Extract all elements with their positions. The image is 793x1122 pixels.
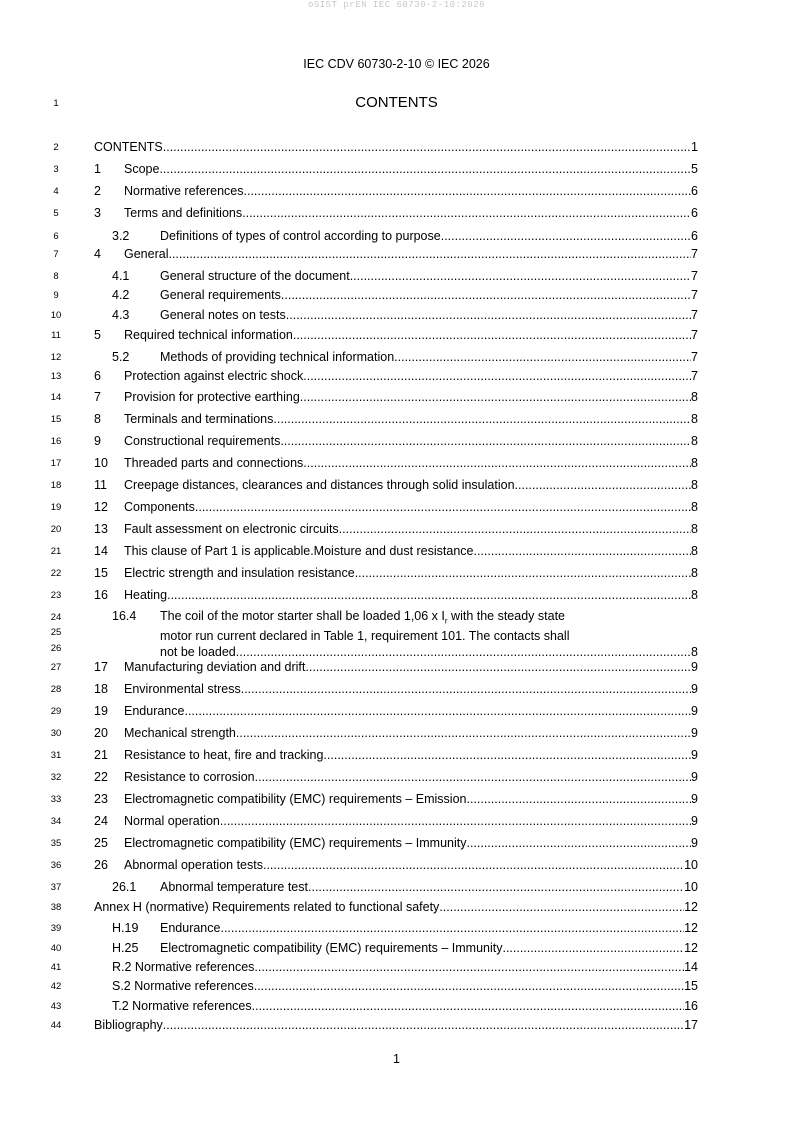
line-number: 36: [50, 860, 62, 871]
toc-entry-text: Abnormal temperature test: [160, 880, 308, 894]
leader-dots: [303, 455, 691, 471]
toc-entry-number: H.19: [112, 921, 139, 935]
page-title: CONTENTS: [355, 94, 438, 111]
toc-entry-number: 16.4: [112, 609, 137, 623]
leader-dots: [255, 769, 691, 785]
toc-entry[interactable]: [94, 959, 698, 975]
toc-entry-text: Annex H (normative) Requirements related to functional safety: [94, 900, 440, 914]
toc-entry-text: Endurance: [124, 704, 185, 718]
toc-entry[interactable]: [94, 389, 698, 405]
toc-entry-number: 5: [94, 328, 101, 342]
toc-entry-page: 7: [691, 369, 698, 383]
leader-dots: [441, 228, 691, 244]
toc-entry-number: 14: [94, 544, 108, 558]
toc-entry-text: Resistance to heat, fire and tracking: [124, 748, 324, 762]
toc-entry-page: 8: [691, 478, 698, 492]
toc-entry[interactable]: [94, 205, 698, 221]
toc-entry-number: 3: [94, 206, 101, 220]
toc-entry[interactable]: [94, 268, 698, 284]
toc-entry-text: Electromagnetic compatibility (EMC) requirements – Emission: [124, 792, 467, 806]
toc-entry-number: 7: [94, 390, 101, 404]
toc-entry-number: 3.2: [112, 229, 130, 243]
toc-entry-page: 7: [691, 247, 698, 261]
leader-dots: [466, 835, 691, 851]
toc-entry-text: Manufacturing deviation and drift: [124, 660, 306, 674]
line-number: 24: [50, 612, 62, 623]
line-number: 19: [50, 502, 62, 513]
toc-entry-page: 7: [691, 288, 698, 302]
line-number: 42: [50, 981, 62, 992]
toc-entry-text: Constructional requirements: [124, 434, 281, 448]
toc-entry-page: 8: [691, 456, 698, 470]
toc-entry-page: 9: [691, 836, 698, 850]
line-number: 26: [50, 643, 62, 654]
toc-entry-text: Terminals and terminations: [124, 412, 274, 426]
leader-dots: [502, 940, 684, 956]
line-number: 7: [53, 249, 59, 260]
leader-dots: [293, 327, 691, 343]
toc-entry[interactable]: [94, 327, 698, 343]
toc-entry-number: 1: [94, 162, 101, 176]
leader-dots: [236, 725, 691, 741]
toc-entry-text: Threaded parts and connections: [124, 456, 304, 470]
leader-dots: [323, 747, 691, 763]
toc-entry-page: 5: [691, 162, 698, 176]
toc-entry-page: 8: [691, 390, 698, 404]
toc-entry-page: 14: [684, 960, 698, 974]
leader-dots: [286, 307, 691, 323]
line-number: 37: [50, 882, 62, 893]
toc-entry-number: 16: [94, 588, 108, 602]
toc-entry-text: This clause of Part 1 is applicable.Moisture and dust resistance: [124, 544, 474, 558]
toc-entry-text: Methods of providing technical information: [160, 350, 395, 364]
toc-entry-page: 12: [684, 941, 698, 955]
line-number: 13: [50, 371, 62, 382]
toc-entry-text-line2: motor run current declared in Table 1, requirement 101. The contacts shall: [160, 629, 570, 643]
toc-entry-number: 6: [94, 369, 101, 383]
toc-entry[interactable]: [94, 998, 698, 1014]
leader-dots: [244, 183, 692, 199]
toc-entry-text: Normative references: [124, 184, 244, 198]
toc-entry-number: 12: [94, 500, 108, 514]
toc-entry-page: 7: [691, 328, 698, 342]
toc-entry[interactable]: [94, 183, 698, 199]
toc-entry[interactable]: [94, 368, 698, 384]
line-number: 20: [50, 524, 62, 535]
toc-entry[interactable]: [94, 587, 698, 603]
leader-dots: [220, 920, 684, 936]
toc-entry-page: 8: [691, 500, 698, 514]
toc-entry-page: 10: [684, 880, 698, 894]
toc-entry-number: 4: [94, 247, 101, 261]
toc-entry-number: 4.2: [112, 288, 130, 302]
toc-entry-page: 7: [691, 269, 698, 283]
line-number: 29: [50, 706, 62, 717]
leader-dots: [466, 791, 691, 807]
toc-entry-number: 24: [94, 814, 108, 828]
toc-entry-text: S.2 Normative references: [112, 979, 254, 993]
toc-entry-text: General structure of the document: [160, 269, 350, 283]
toc-entry[interactable]: [94, 879, 698, 895]
toc-entry-text-line1-tail: with the steady state: [447, 609, 565, 623]
toc-entry-number: 8: [94, 412, 101, 426]
toc-entry-page: 12: [684, 921, 698, 935]
toc-entry-number: 4.3: [112, 308, 130, 322]
line-number: 41: [50, 962, 62, 973]
line-number: 1: [53, 98, 59, 109]
line-number: 35: [50, 838, 62, 849]
toc-entry-text: Required technical information: [124, 328, 293, 342]
toc-entry-page: 9: [691, 770, 698, 784]
toc-entry-page: 8: [691, 588, 698, 602]
toc-entry-text: Endurance: [160, 921, 221, 935]
leader-dots: [281, 287, 691, 303]
toc-entry-number: 22: [94, 770, 108, 784]
toc-entry-number: 13: [94, 522, 108, 536]
toc-entry[interactable]: [94, 139, 698, 155]
line-number: 21: [50, 546, 62, 557]
toc-entry-number: 15: [94, 566, 108, 580]
toc-entry[interactable]: [94, 920, 698, 936]
line-number: 31: [50, 750, 62, 761]
leader-dots: [239, 645, 691, 661]
toc-entry-text: Resistance to corrosion: [124, 770, 255, 784]
toc-entry-text: Definitions of types of control according to purpose: [160, 229, 441, 243]
leader-dots: [350, 268, 691, 284]
toc-entry[interactable]: [94, 349, 698, 365]
leader-dots: [163, 139, 691, 155]
leader-dots: [184, 703, 691, 719]
leader-dots: [515, 477, 692, 493]
toc-entry-page: 9: [691, 748, 698, 762]
toc-entry[interactable]: [94, 813, 698, 829]
toc-entry[interactable]: [94, 978, 698, 994]
line-number: 28: [50, 684, 62, 695]
toc-entry-number: 20: [94, 726, 108, 740]
toc-entry-page: 9: [691, 682, 698, 696]
toc-entry-page: 9: [691, 726, 698, 740]
toc-entry-text: Terms and definitions: [124, 206, 243, 220]
toc-entry-text: Heating: [124, 588, 168, 602]
page-number: 1: [393, 1052, 400, 1066]
toc-entry[interactable]: [94, 725, 698, 741]
toc-entry-text: Bibliography: [94, 1018, 163, 1032]
toc-entry-text: Fault assessment on electronic circuits: [124, 522, 339, 536]
toc-entry-text: Electromagnetic compatibility (EMC) requirements – Immunity: [160, 941, 503, 955]
toc-entry[interactable]: [94, 791, 698, 807]
toc-entry-number: 2: [94, 184, 101, 198]
toc-entry-page: 8: [691, 566, 698, 580]
toc-entry[interactable]: [94, 769, 698, 785]
leader-dots: [254, 978, 684, 994]
leader-dots: [300, 389, 691, 405]
toc-entry[interactable]: [94, 287, 698, 303]
toc-entry-page: 8: [691, 412, 698, 426]
line-number: 11: [51, 330, 61, 341]
leader-dots: [355, 565, 691, 581]
toc-entry[interactable]: [94, 940, 698, 956]
line-number: 22: [50, 568, 62, 579]
line-number: 4: [53, 186, 59, 197]
leader-dots: [167, 587, 691, 603]
line-number: 3: [53, 164, 59, 175]
line-number: 25: [50, 627, 62, 638]
line-number: 18: [50, 480, 62, 491]
line-number: 15: [50, 414, 62, 425]
leader-dots: [280, 433, 691, 449]
leader-dots: [273, 411, 691, 427]
toc-entry-text: General: [124, 247, 169, 261]
toc-entry-number: 26: [94, 858, 108, 872]
toc-entry-page: 10: [684, 858, 698, 872]
toc-entry-page: 16: [684, 999, 698, 1013]
toc-entry-number: 5.2: [112, 350, 130, 364]
toc-entry-page: 17: [684, 1018, 698, 1032]
toc-entry-text: Abnormal operation tests: [124, 858, 263, 872]
toc-entry-number: 9: [94, 434, 101, 448]
toc-entry-page: 1: [691, 140, 698, 154]
leader-dots: [308, 879, 684, 895]
toc-entry[interactable]: [94, 835, 698, 851]
toc-entry-number: 21: [94, 748, 108, 762]
leader-dots: [303, 368, 691, 384]
leader-dots: [263, 857, 684, 873]
line-number: 17: [50, 458, 62, 469]
toc-entry-page: 6: [691, 206, 698, 220]
line-number: 40: [50, 943, 62, 954]
toc-entry-page: 8: [691, 434, 698, 448]
leader-dots: [394, 349, 691, 365]
toc-entry-text-line1: The coil of the motor starter shall be loaded 1,06 x I: [160, 609, 445, 623]
leader-dots: [163, 1017, 684, 1033]
toc-entry-number: 10: [94, 456, 108, 470]
leader-dots: [242, 205, 691, 221]
document-header: IEC CDV 60730-2-10 © IEC 2026: [303, 57, 490, 71]
line-number: 10: [50, 310, 62, 321]
toc-entry[interactable]: [94, 228, 698, 244]
leader-dots: [168, 246, 691, 262]
toc-entry[interactable]: [94, 659, 698, 675]
line-number: 27: [50, 662, 62, 673]
line-number: 14: [50, 392, 62, 403]
toc-entry-number: 19: [94, 704, 108, 718]
toc-entry-page: 7: [691, 308, 698, 322]
line-number: 38: [50, 902, 62, 913]
toc-entry-text: Scope: [124, 162, 160, 176]
line-number: 12: [50, 352, 62, 363]
toc-entry[interactable]: [94, 307, 698, 323]
toc-entry-text: Components: [124, 500, 195, 514]
toc-entry-text: General requirements: [160, 288, 281, 302]
toc-entry[interactable]: [94, 433, 698, 449]
toc-entry-number: 11: [94, 478, 107, 492]
toc-entry-page: 9: [691, 660, 698, 674]
toc-entry-page: 12: [684, 900, 698, 914]
toc-entry[interactable]: [94, 543, 698, 559]
toc-entry-text: Creepage distances, clearances and distances through solid insulation: [124, 478, 515, 492]
toc-entry[interactable]: [94, 161, 698, 177]
line-number: 6: [53, 231, 59, 242]
toc-entry[interactable]: [94, 477, 698, 493]
leader-dots: [339, 521, 691, 537]
line-number: 8: [53, 271, 59, 282]
leader-dots: [439, 899, 684, 915]
toc-entry[interactable]: [94, 681, 698, 697]
toc-entry-text: Protection against electric shock: [124, 369, 304, 383]
toc-entry-page: 9: [691, 792, 698, 806]
leader-dots: [305, 659, 691, 675]
toc-entry-text: Electromagnetic compatibility (EMC) requirements – Immunity: [124, 836, 467, 850]
toc-entry[interactable]: [94, 455, 698, 471]
toc-entry[interactable]: [94, 565, 698, 581]
leader-dots: [254, 959, 684, 975]
toc-entry-page: 9: [691, 814, 698, 828]
line-number: 43: [50, 1001, 62, 1012]
line-number: 2: [53, 142, 59, 153]
toc-entry-text-line3: not be loaded.: [160, 644, 240, 659]
line-number: 44: [50, 1020, 62, 1031]
line-number: 30: [50, 728, 62, 739]
toc-entry-number: 25: [94, 836, 108, 850]
line-number: 34: [50, 816, 62, 827]
toc-entry-page: 15: [684, 979, 698, 993]
toc-entry-page: 8: [691, 544, 698, 558]
toc-entry[interactable]: [94, 499, 698, 515]
toc-entry-text: Mechanical strength: [124, 726, 236, 740]
toc-entry[interactable]: [94, 246, 698, 262]
line-number: 16: [50, 436, 62, 447]
toc-entry[interactable]: [94, 521, 698, 537]
toc-entry-page: 7: [691, 350, 698, 364]
leader-dots: [241, 681, 691, 697]
leader-dots: [159, 161, 691, 177]
toc-entry[interactable]: [94, 857, 698, 873]
toc-entry-text: General notes on tests: [160, 308, 286, 322]
watermark: oSIST prEN IEC 60730-2-10:2026: [307, 0, 486, 10]
line-number: 23: [50, 590, 62, 601]
toc-entry-text: T.2 Normative references: [112, 999, 252, 1013]
subscript: r: [444, 616, 448, 626]
toc-entry[interactable]: [94, 411, 698, 427]
toc-entry[interactable]: [94, 703, 698, 719]
toc-entry-number: 23: [94, 792, 108, 806]
toc-entry-number: 4.1: [112, 269, 130, 283]
toc-entry-page: 9: [691, 704, 698, 718]
line-number: 33: [50, 794, 62, 805]
toc-entry-number: 18: [94, 682, 108, 696]
leader-dots: [220, 813, 691, 829]
leader-dots: [473, 543, 691, 559]
toc-entry-number: H.25: [112, 941, 139, 955]
toc-entry[interactable]: [94, 899, 698, 915]
toc-entry-text: Electric strength and insulation resistance: [124, 566, 355, 580]
line-number: 9: [53, 290, 59, 301]
toc-entry-page: 6: [691, 184, 698, 198]
toc-entry[interactable]: [94, 1017, 698, 1033]
toc-entry-16-4[interactable]: [94, 609, 698, 657]
leader-dots: [195, 499, 691, 515]
line-number: 32: [50, 772, 62, 783]
toc-entry-page: 8: [691, 644, 698, 659]
toc-entry-text: Provision for protective earthing: [124, 390, 300, 404]
leader-dots: [252, 998, 684, 1014]
line-number: 39: [50, 923, 62, 934]
toc-entry-number: 17: [94, 660, 108, 674]
toc-entry-text: CONTENTS: [94, 140, 163, 154]
toc-entry-text: R.2 Normative references: [112, 960, 255, 974]
toc-entry-page: 6: [691, 229, 698, 243]
toc-entry-page: 8: [691, 522, 698, 536]
line-number: 5: [53, 208, 59, 219]
toc-entry-text: Environmental stress: [124, 682, 241, 696]
toc-entry-number: 26.1: [112, 880, 137, 894]
toc-entry-text: Normal operation: [124, 814, 220, 828]
toc-entry[interactable]: [94, 747, 698, 763]
